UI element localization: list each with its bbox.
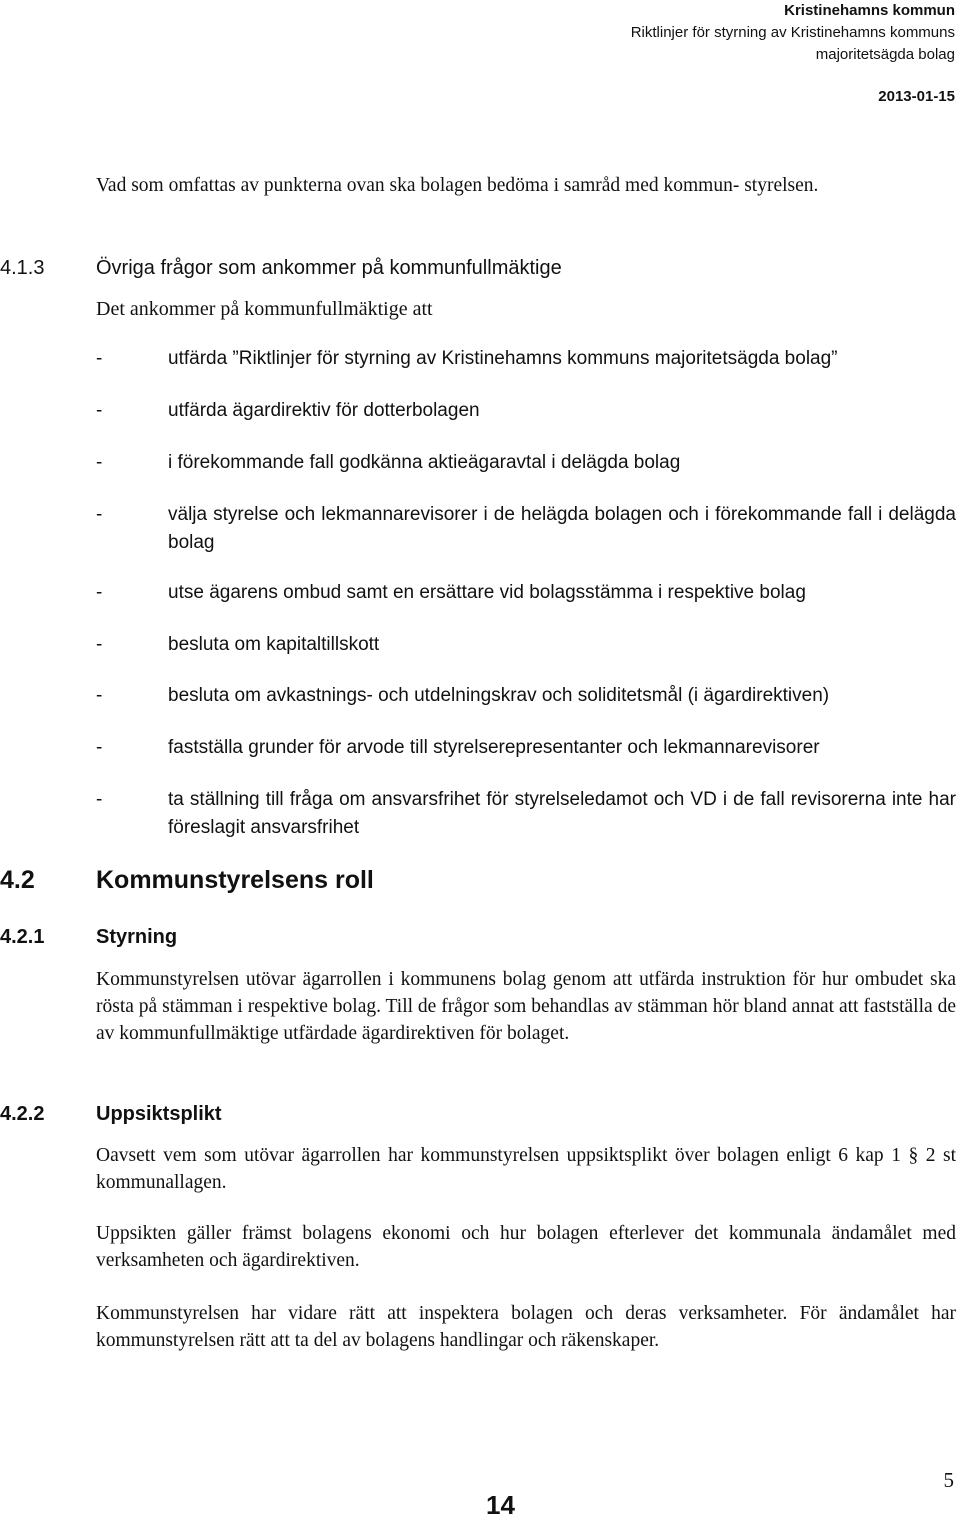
header-date: 2013-01-15 bbox=[878, 88, 955, 105]
list-item-text: utfärda ”Riktlinjer för styrning av Kristinehamns kommuns majoritetsägda bolag” bbox=[168, 348, 838, 369]
list-item bbox=[96, 501, 956, 557]
list-item bbox=[96, 345, 956, 373]
list-item bbox=[96, 734, 956, 762]
uppsikt-paragraph-3: Kommunstyrelsen har vidare rätt att inspektera bolagen och deras verksamheter. För ändamålet har kommunstyrelsen rätt att ta del av bolagens handlingar och räkenskaper. bbox=[96, 1303, 956, 1351]
list-item-text: utse ägarens ombud samt en ersättare vid bolagsstämma i respektive bolag bbox=[168, 582, 806, 603]
list-item-text: besluta om kapitaltillskott bbox=[168, 634, 380, 655]
list-item-text: välja styrelse och lekmannarevisorer i de helägda bolagen och i förekommande fall i delägda bolag bbox=[168, 504, 956, 553]
list-item bbox=[96, 397, 956, 425]
list-item-text: i förekommande fall godkänna aktieägaravtal i delägda bolag bbox=[168, 452, 681, 473]
header-title-line1: Riktlinjer för styrning av Kristinehamns kommuns bbox=[630, 24, 955, 41]
page-header bbox=[630, 0, 955, 105]
heading-title: Uppsiktsplikt bbox=[96, 1103, 222, 1125]
list-dash: - bbox=[96, 789, 103, 810]
list-item bbox=[96, 449, 956, 477]
uppsikt-paragraph-2: Uppsikten gäller främst bolagens ekonomi och hur bolagen efterlever det kommunala ändamålet med verksamheten och ägardirektiven. bbox=[96, 1223, 956, 1271]
heading-number: 4.2.2 bbox=[0, 1103, 45, 1125]
list-dash: - bbox=[96, 685, 103, 706]
heading-number: 4.1.3 bbox=[0, 257, 45, 279]
list-dash: - bbox=[96, 504, 103, 525]
section-lead: Det ankommer på kommunfullmäktige att bbox=[96, 298, 433, 320]
heading-number: 4.2.1 bbox=[0, 926, 45, 948]
page-number: 5 bbox=[943, 1468, 954, 1492]
list-item bbox=[96, 631, 956, 659]
list-dash: - bbox=[96, 400, 103, 421]
header-org: Kristinehamns kommun bbox=[784, 2, 955, 19]
list-item-text: fastställa grunder för arvode till styrelserepresentanter och lekmannarevisorer bbox=[168, 737, 820, 758]
heading-title: Styrning bbox=[96, 926, 178, 948]
heading-title: Övriga frågor som ankommer på kommunfullmäktige bbox=[96, 257, 562, 279]
list-item-text: utfärda ägardirektiv för dotterbolagen bbox=[168, 400, 480, 421]
list-dash: - bbox=[96, 737, 103, 758]
header-title-line2: majoritetsägda bolag bbox=[815, 46, 955, 63]
list-item bbox=[96, 682, 956, 710]
uppsikt-paragraph-1: Oavsett vem som utövar ägarrollen har kommunstyrelsen uppsiktsplikt över bolagen enligt 6 kap 1 § 2 st kommunallagen. bbox=[96, 1145, 956, 1193]
list-item bbox=[96, 786, 956, 842]
list-item bbox=[96, 579, 956, 607]
list-dash: - bbox=[96, 452, 103, 473]
heading-title: Kommunstyrelsens roll bbox=[96, 866, 374, 894]
list-item-text: ta ställning till fråga om ansvarsfrihet för styrelseledamot och VD i de fall revisorerna inte har föreslagit ansvarsfrihet bbox=[168, 789, 956, 838]
list-dash: - bbox=[96, 348, 103, 369]
styrning-paragraph: Kommunstyrelsen utövar ägarrollen i kommunens bolag genom att utfärda instruktion för hur ombudet ska rösta på stämman i respektive bolag. Till de frågor som behandlas av stämman hör bland annat att fastställa de av kommunfullmäktige utfärdade ägardirektiven för bolaget. bbox=[96, 969, 956, 1044]
list-dash: - bbox=[96, 582, 103, 603]
list-dash: - bbox=[96, 634, 103, 655]
heading-number: 4.2 bbox=[0, 866, 35, 894]
stamp-number: 14 bbox=[486, 1490, 515, 1520]
intro-paragraph: Vad som omfattas av punkterna ovan ska bolagen bedöma i samråd med kommun- styrelsen. bbox=[96, 175, 819, 196]
list-item-text: besluta om avkastnings- och utdelningskrav och soliditetsmål (i ägardirektiven) bbox=[168, 685, 830, 706]
